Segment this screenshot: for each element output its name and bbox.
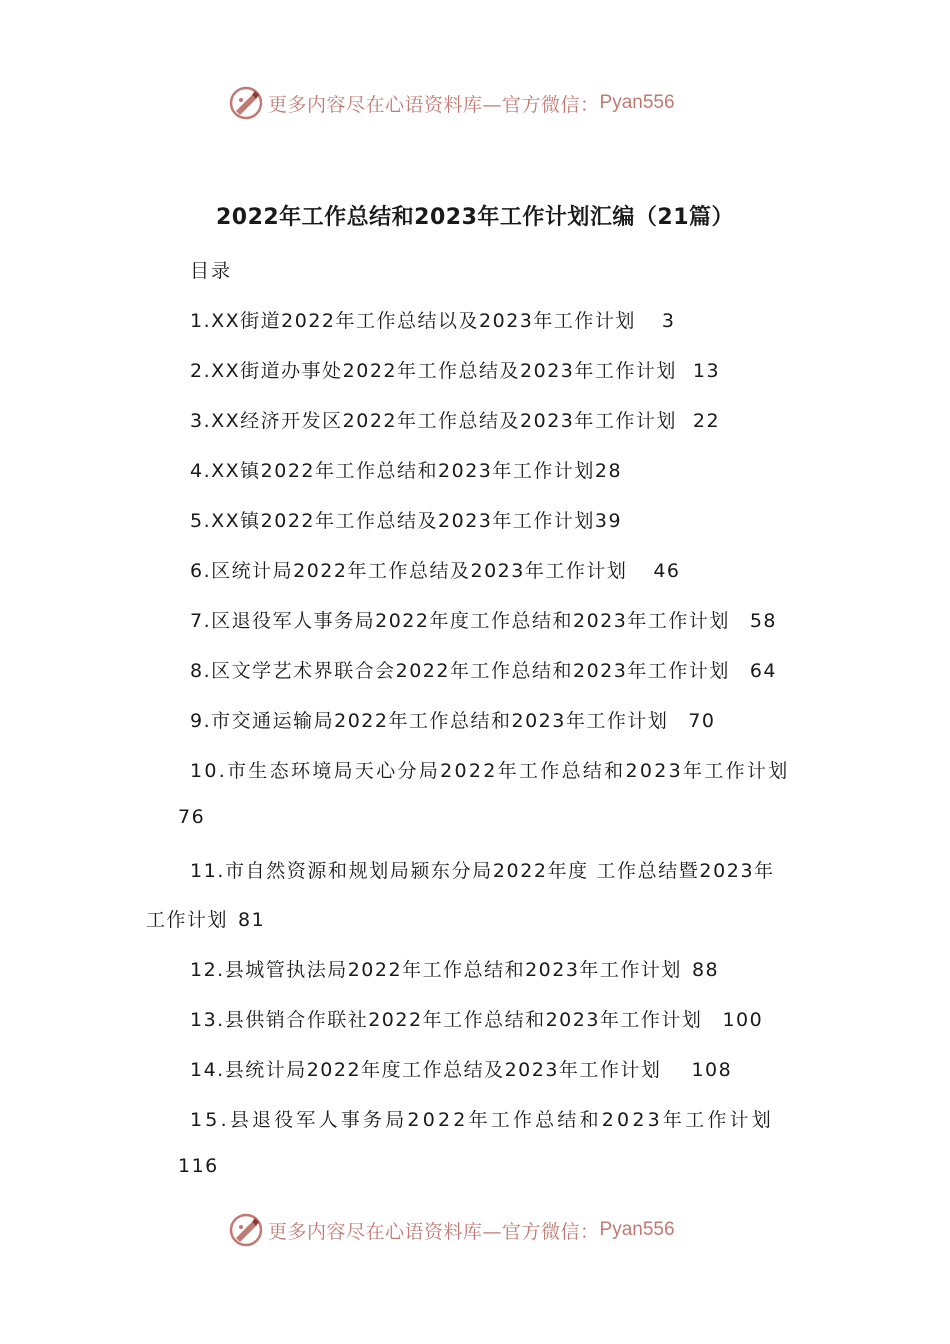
toc-item-1[interactable] xyxy=(190,306,675,333)
toc-item-9[interactable] xyxy=(190,706,716,733)
toc-item-text: 10.市生态环境局天心分局2022年工作总结和2023年工作计划 xyxy=(190,760,790,782)
toc-item-page: 28 xyxy=(594,460,623,482)
document-title: 2022年工作总结和2023年工作计划汇编（21篇） xyxy=(215,205,735,230)
toc-item-11-continued[interactable] xyxy=(146,905,265,932)
toc-item-15[interactable] xyxy=(190,1105,774,1132)
toc-item-page: 46 xyxy=(653,560,681,582)
toc-item-page: 100 xyxy=(722,1009,764,1031)
toc-item-7[interactable] xyxy=(190,606,777,633)
pen-circle-logo-icon xyxy=(228,85,264,121)
watermark-text: 更多内容尽在心语资料库—官方微信： xyxy=(268,93,600,116)
toc-item-page: 116 xyxy=(178,1155,219,1177)
toc-item-3[interactable] xyxy=(190,406,720,433)
watermark-banner-top xyxy=(228,83,675,123)
toc-item-text: 1.XX街道2022年工作总结以及2023年工作计划 xyxy=(190,310,636,332)
watermark-banner-bottom xyxy=(228,1210,675,1250)
toc-item-text: 13.县供销合作联社2022年工作总结和2023年工作计划 xyxy=(190,1009,703,1031)
toc-item-5[interactable] xyxy=(190,506,622,533)
toc-item-text: 11.市自然资源和规划局颍东分局2022年度 工作总结暨2023年 xyxy=(190,860,775,882)
toc-item-text-continued: 工作计划 xyxy=(146,909,229,931)
toc-item-text: 3.XX经济开发区2022年工作总结及2023年工作计划 xyxy=(190,410,677,432)
toc-item-page: 22 xyxy=(692,410,721,432)
toc-item-page: 76 xyxy=(178,806,206,828)
watermark-wechat-id: Pyan556 xyxy=(599,92,675,113)
watermark-wechat-id: Pyan556 xyxy=(599,1219,675,1240)
toc-item-page: 13 xyxy=(692,360,721,382)
toc-item-6[interactable] xyxy=(190,556,681,583)
toc-item-14[interactable] xyxy=(190,1055,732,1082)
toc-item-page: 88 xyxy=(691,959,720,981)
toc-item-8[interactable] xyxy=(190,656,777,683)
toc-item-page: 70 xyxy=(688,710,716,732)
toc-item-text: 12.县城管执法局2022年工作总结和2023年工作计划 xyxy=(190,959,682,981)
toc-item-page: 108 xyxy=(691,1059,733,1081)
toc-item-10-page-line[interactable] xyxy=(178,806,205,828)
toc-item-text: 7.区退役军人事务局2022年度工作总结和2023年工作计划 xyxy=(190,610,730,632)
toc-item-text: 2.XX街道办事处2022年工作总结及2023年工作计划 xyxy=(190,360,677,382)
toc-item-13[interactable] xyxy=(190,1005,763,1032)
toc-item-text: 6.区统计局2022年工作总结及2023年工作计划 xyxy=(190,560,628,582)
toc-item-text: 4.XX镇2022年工作总结和2023年工作计划 xyxy=(190,460,595,482)
toc-item-11[interactable] xyxy=(190,856,775,883)
toc-item-page: 3 xyxy=(661,310,676,332)
toc-item-page: 81 xyxy=(238,909,266,931)
toc-item-text: 14.县统计局2022年度工作总结及2023年工作计划 xyxy=(190,1059,662,1081)
toc-item-10[interactable] xyxy=(190,756,790,783)
watermark-text: 更多内容尽在心语资料库—官方微信： xyxy=(268,1220,600,1243)
toc-item-text: 8.区文学艺术界联合会2022年工作总结和2023年工作计划 xyxy=(190,660,730,682)
toc-item-text: 15.县退役军人事务局2022年工作总结和2023年工作计划 xyxy=(190,1109,774,1131)
pen-circle-logo-icon xyxy=(228,1212,264,1248)
toc-item-15-page-line[interactable] xyxy=(178,1155,219,1177)
toc-item-12[interactable] xyxy=(190,955,719,982)
toc-item-4[interactable] xyxy=(190,456,622,483)
toc-item-page: 39 xyxy=(594,510,623,532)
toc-item-text: 9.市交通运输局2022年工作总结和2023年工作计划 xyxy=(190,710,669,732)
toc-heading: 目录 xyxy=(190,260,233,282)
toc-item-page: 64 xyxy=(749,660,778,682)
toc-item-page: 58 xyxy=(749,610,778,632)
toc-item-2[interactable] xyxy=(190,356,720,383)
toc-item-text: 5.XX镇2022年工作总结及2023年工作计划 xyxy=(190,510,595,532)
